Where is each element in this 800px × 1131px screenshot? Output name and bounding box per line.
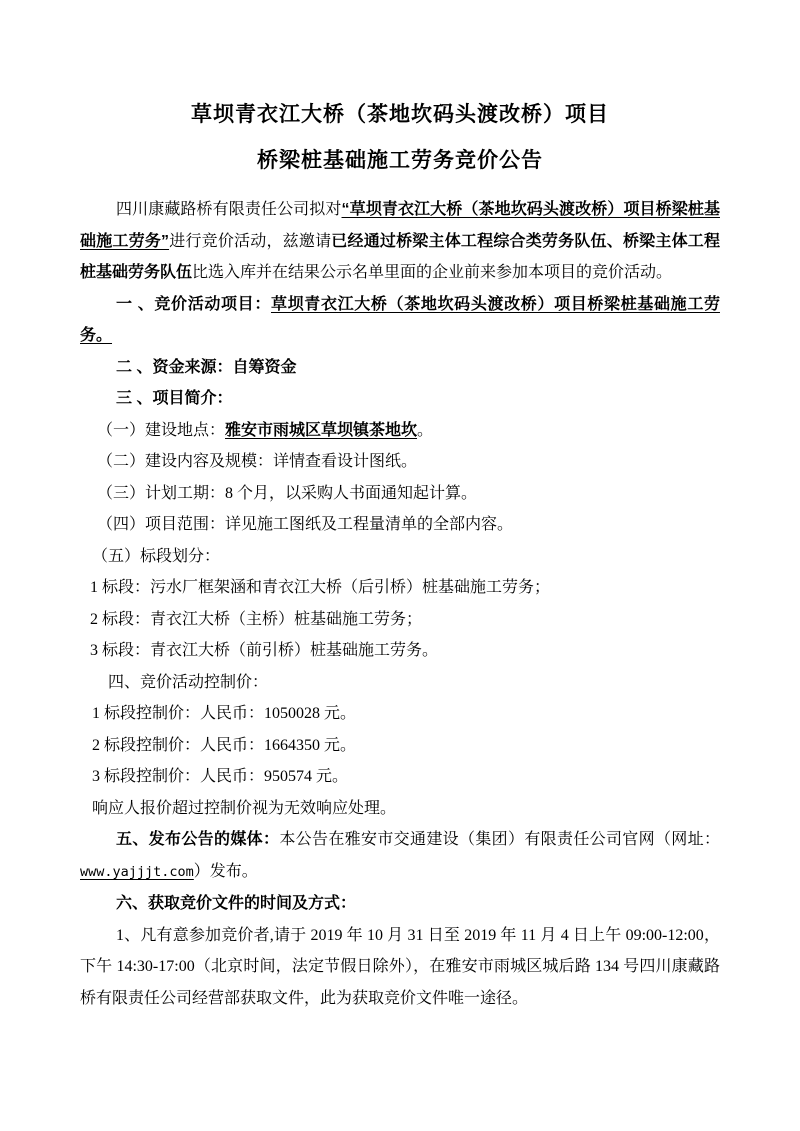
item-3-overview — [80, 383, 720, 415]
control-price-lot-2: 2 标段控制价：人民币：1664350 元。 — [92, 736, 357, 754]
intro-qualified-teams: 已经通过桥梁主体工程综合类劳务队伍、桥梁主体工程桩基础劳务队伍 — [80, 232, 720, 281]
control-price-lot-1: 1 标段控制价：人民币：1050028 元。 — [92, 705, 357, 722]
brief-location-label: （一）建设地点： — [97, 421, 226, 439]
brief-location-tail: 。 — [417, 421, 434, 439]
doc-title-line1: 草坝青衣江大桥（茶地坎码头渡改桥）项目 — [191, 103, 609, 126]
item-2-funding — [80, 352, 720, 384]
intro-paragraph — [80, 194, 720, 289]
brief-range: （四）项目范围：详见施工图纸及工程量清单的全部内容。 — [97, 516, 514, 533]
brief-lots-heading: （五）标段划分： — [92, 547, 221, 565]
lot-2-description: 2 标段：青衣江大桥（主桥）桩基础施工劳务； — [90, 610, 423, 628]
obtain-paragraph: 1、凡有意参加竞价者,请于 2019 年 10 月 31 日至 2019 年 11 月 4 日上午 09:00-12:00，下午 14:30-17:00（北京时间，法定节假日除外），在雅安市雨城区城后路 134 号四川康藏路桥有限责任公司经营部获取文件，此为获取竞价文件唯一途径。 — [80, 926, 720, 1007]
brief-scope: （二）建设内容及规模：详情查看设计图纸。 — [97, 453, 418, 470]
media-website-url: www.yajjjt.com — [80, 863, 194, 880]
intro-project-name: “草坝青衣江大桥（茶地坎码头渡改桥）项目桥梁桩基础施工劳务” — [80, 201, 720, 250]
brief-location-value: 雅安市雨城区草坝镇茶地坎 — [225, 421, 418, 439]
item-1-project — [80, 289, 720, 352]
control-price-heading: 四、竞价活动控制价： — [108, 673, 269, 691]
doc-title-line2: 桥梁桩基础施工劳务竞价公告 — [257, 149, 543, 172]
media-text-2: ）发布。 — [193, 862, 258, 880]
item-3-text: 三 、项目简介： — [116, 390, 233, 407]
lot-3-description: 3 标段：青衣江大桥（前引桥）桩基础施工劳务。 — [90, 642, 439, 659]
intro-text-1: 四川康藏路桥有限责任公司拟对 — [116, 201, 342, 218]
document-body — [80, 194, 720, 1014]
item-2-text: 二 、资金来源：自筹资金 — [116, 358, 297, 376]
item-1-value: 草坝青衣江大桥（茶地坎码头渡改桥）项目桥梁桩基础施工劳务。 — [80, 295, 720, 344]
control-price-note: 响应人报价超过控制价视为无效响应处理。 — [92, 799, 397, 817]
media-text-1: 本公告在雅安市交通建设（集团）有限责任公司官网（网址： — [279, 831, 720, 848]
media-label: 五、发布公告的媒体： — [116, 831, 280, 848]
lot-1-description: 1 标段：污水厂框架涵和青衣江大桥（后引桥）桩基础施工劳务； — [90, 579, 551, 596]
control-price-lot-3: 3 标段控制价：人民币：950574 元。 — [92, 768, 349, 785]
brief-location — [80, 415, 720, 447]
item-1-label: 一 、竞价活动项目： — [116, 295, 271, 313]
intro-text-2: 进行竞价活动，兹邀请 — [169, 232, 332, 250]
intro-text-3: 比选入库并在结果公示名单里面的企业前来参加本项目的竞价活动。 — [192, 264, 673, 281]
obtain-heading — [80, 888, 720, 920]
obtain-heading-text: 六、获取竞价文件的时间及方式： — [116, 895, 357, 912]
brief-duration: （三）计划工期：8 个月，以采购人书面通知起计算。 — [97, 484, 478, 502]
media-paragraph — [80, 824, 720, 888]
